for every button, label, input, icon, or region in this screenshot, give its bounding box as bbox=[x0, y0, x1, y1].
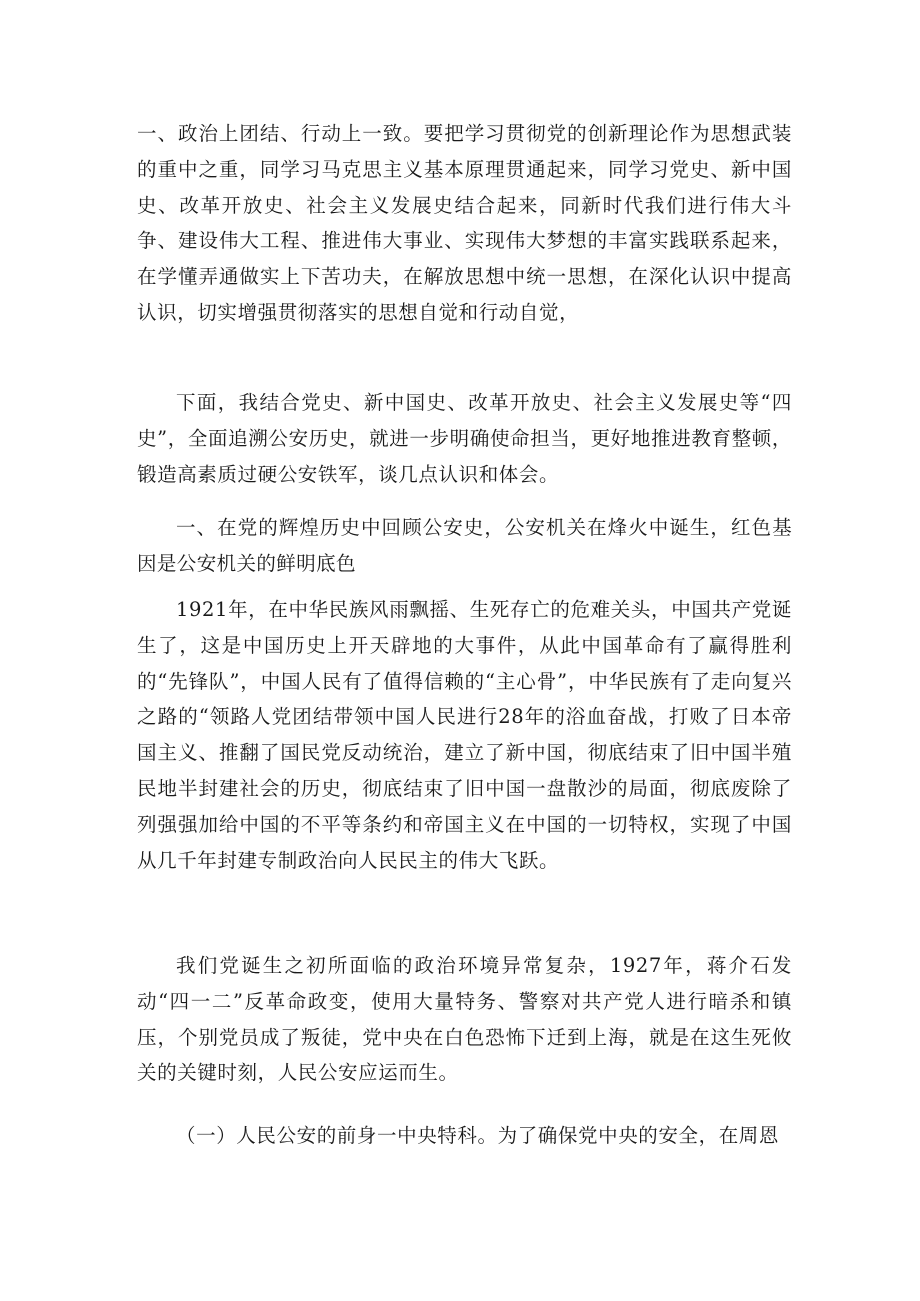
paragraph-central-special-branch: （一）人民公安的前身一中央特科。为了确保党中央的安全，在周恩 bbox=[176, 1124, 780, 1147]
section-heading-1: 一、在党的辉煌历史中回顾公安史，公安机关在烽火中诞生，红色基因是公安机关的鲜明底色 bbox=[137, 516, 792, 575]
paragraph-introduction: 下面，我结合党史、新中国史、改革开放史、社会主义发展史等“四史”，全面追溯公安历史，就进一步明确使命担当，更好地推进教育整顿，锻造高素质过硬公安铁军，谈几点认识和体会。 bbox=[137, 391, 792, 486]
paragraph-political-environment: 我们党诞生之初所面临的政治环境异常复杂，1927年，蒋介石发动“四一二”反革命政变，使用大量特务、警察对共产党人进行暗杀和镇压，个别党员成了叛徒，党中央在白色恐怖下迁到上海，就是在这生死攸关的关键时刻，人民公安应运而生。 bbox=[137, 954, 792, 1085]
paragraph-party-founding: 1921年，在中华民族风雨飘摇、生死存亡的危难关头，中国共产党诞生了，这是中国历史上开天辟地的大事件，从此中国革命有了赢得胜利的“先锋队”，中国人民有了值得信赖的“主心骨”，中华民族有了走向复兴之路的“领路人党团结带领中国人民进行28年的浴血奋战，打败了日本帝国主义、推翻了国民党反动统治，建立了新中国，彻底结束了旧中国半殖民地半封建社会的历史，彻底结束了旧中国一盘散沙的局面，彻底废除了列强强加给中国的不平等条约和帝国主义在中国的一切特权，实现了中国从几千年封建专制政治向人民民主的伟大飞跃。 bbox=[137, 598, 792, 872]
paragraph-political-unity: 一、政治上团结、行动上一致。要把学习贯彻党的创新理论作为思想武装的重中之重，同学习马克思主义基本原理贯通起来，同学习党史、新中国史、改革开放史、社会主义发展史结合起来，同新时代我们进行伟大斗争、建设伟大工程、推进伟大事业、实现伟大梦想的丰富实践联系起来，在学懂弄通做实上下苦功夫，在解放思想中统一思想，在深化认识中提高认识，切实增强贯彻落实的思想自觉和行动自觉， bbox=[137, 122, 792, 324]
